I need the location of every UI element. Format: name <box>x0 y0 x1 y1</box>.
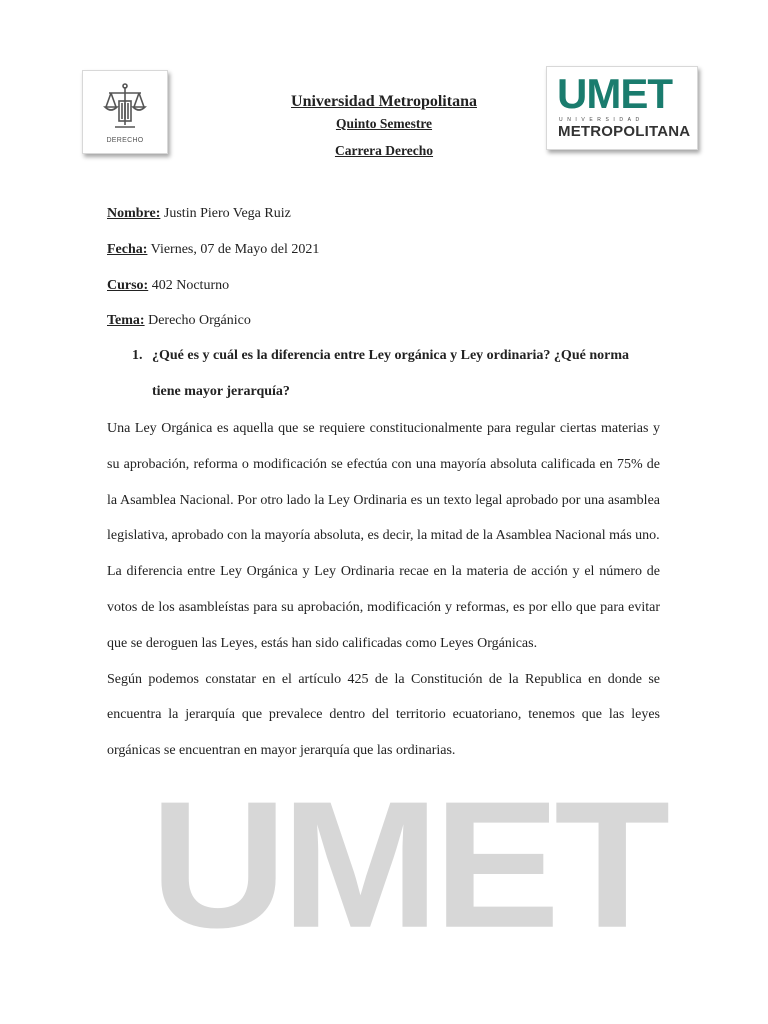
semester-title: Quinto Semestre <box>335 116 433 131</box>
umet-sub-text: UNIVERSIDAD <box>559 117 644 123</box>
question-number: 1. <box>132 348 143 363</box>
logo-caption: DERECHO <box>106 137 144 144</box>
university-title: Universidad Metropolitana <box>291 93 477 110</box>
meta-topic <box>107 313 251 329</box>
meta-date <box>107 242 319 258</box>
umet-watermark: UMET <box>150 764 665 966</box>
date-value: Viernes, 07 de Mayo del 2021 <box>147 242 320 257</box>
scales-of-justice-icon <box>103 81 147 135</box>
meta-course <box>107 278 229 294</box>
paragraph-2: La diferencia entre Ley Orgánica y Ley Ordinaria recae en la materia de acción y el número de votos de los asambleístas para su aprobación, modificación y reformas, es por ello que para evitar que se deroguen las Leyes, estás han sido calificadas como Leyes Orgánicas. <box>107 564 660 651</box>
course-label: Curso: <box>107 278 149 293</box>
question-text: ¿Qué es y cuál es la diferencia entre Ley orgánica y Ley ordinaria? ¿Qué norma tiene mayor jerarquía? <box>152 348 629 399</box>
umet-name-text: METROPOLITANA <box>558 123 691 140</box>
meta-name <box>107 206 291 222</box>
paragraph-3: Según podemos constatar en el artículo 425 de la Constitución de la Republica en donde se encuentra la jerarquía que prevalece dentro del territorio ecuatoriano, tenemos que las leyes orgánicas se encuentran en mayor jerarquía que las ordinarias. <box>107 671 660 759</box>
derecho-logo <box>82 70 168 154</box>
name-value: Justin Piero Vega Ruiz <box>160 206 291 221</box>
umet-logo <box>546 66 698 150</box>
date-label: Fecha: <box>107 242 148 257</box>
topic-value: Derecho Orgánico <box>144 313 251 328</box>
question-item <box>132 338 652 410</box>
course-value: 402 Nocturno <box>148 278 230 293</box>
umet-brand-text: UMET <box>557 70 672 117</box>
career-title: Carrera Derecho <box>334 143 434 158</box>
answer-body <box>107 411 660 769</box>
name-label: Nombre: <box>107 206 161 221</box>
paragraph-1: Una Ley Orgánica es aquella que se requiere constitucionalmente para regular ciertas materias y su aprobación, reforma o modificación se efectúa con una mayoría absoluta calificada en 75% de la Asamblea Nacional. Por otro lado la Ley Ordinaria es un texto legal aprobado por una asamblea legislativa, aprobado con la mayoría absoluta, es decir, la mitad de la Asamblea Nacional más uno. <box>107 421 660 544</box>
topic-label: Tema: <box>107 313 145 328</box>
